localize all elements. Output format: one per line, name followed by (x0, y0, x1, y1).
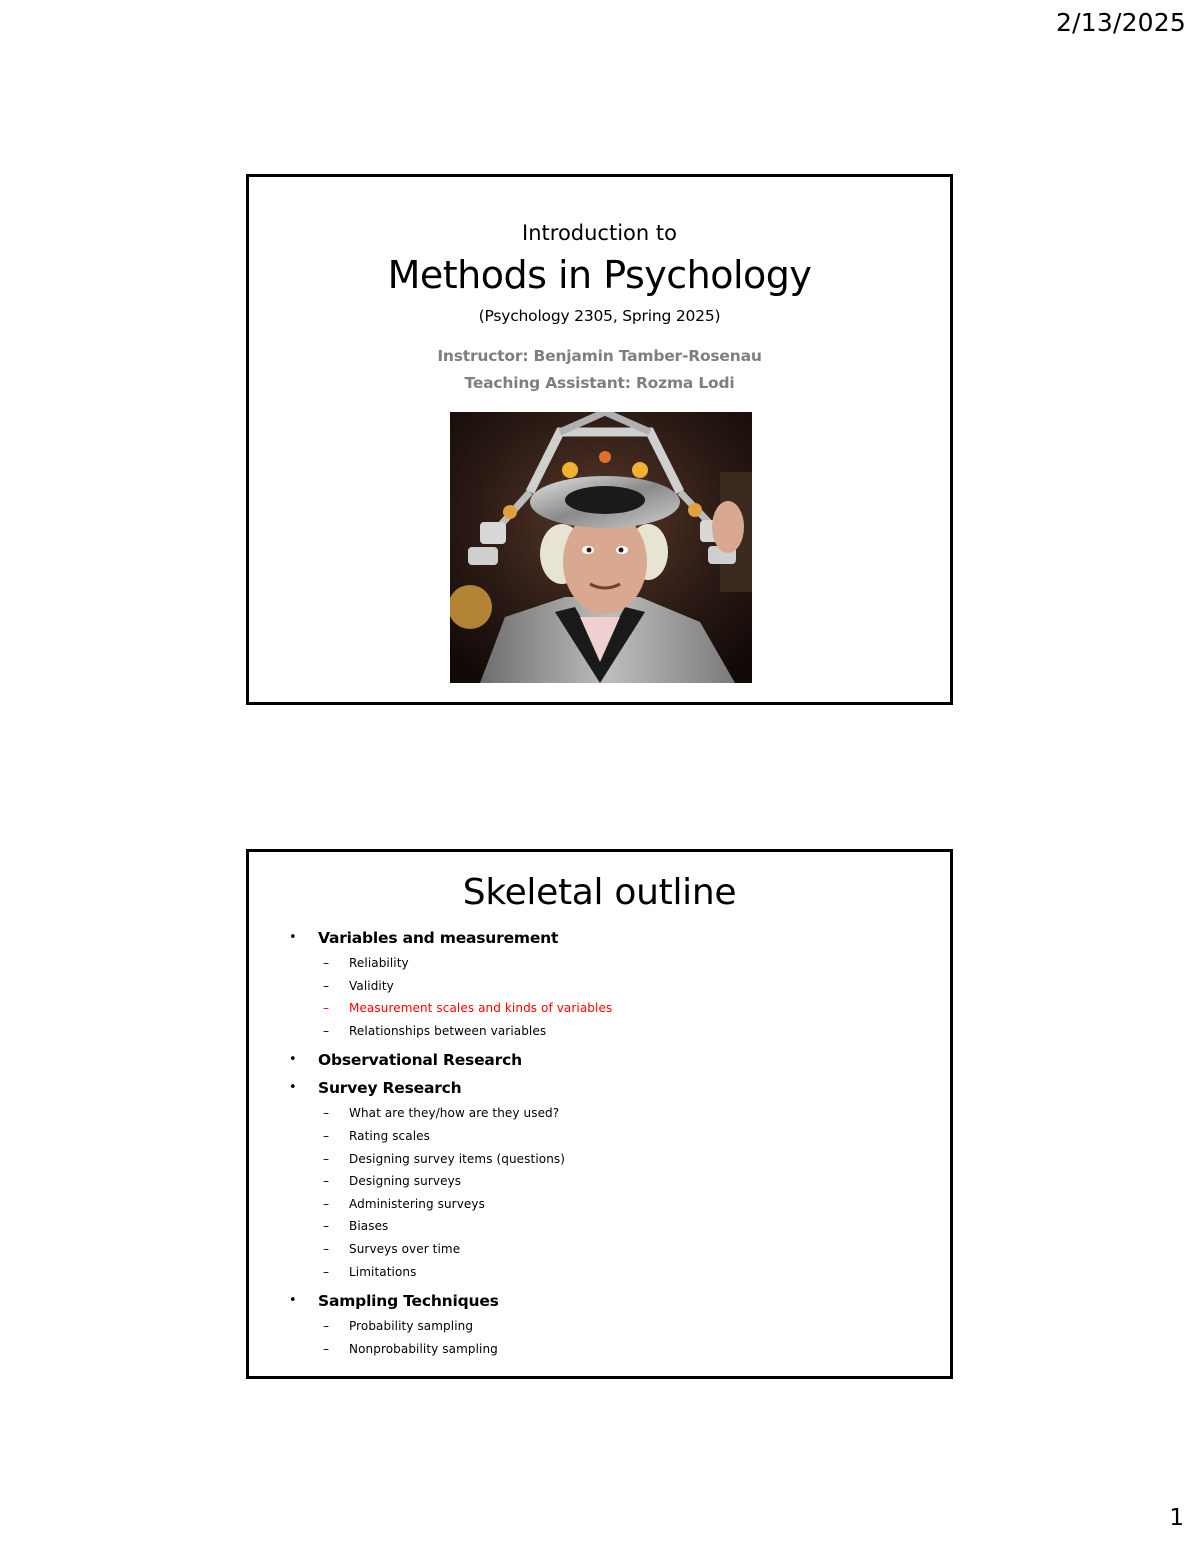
outline-subitem-label: Nonprobability sampling (349, 1341, 498, 1356)
outline-subitem (318, 1315, 612, 1338)
outline-section (289, 1074, 612, 1287)
page-number: 1 (1169, 1505, 1184, 1531)
outline-subitem-label: Reliability (349, 956, 409, 970)
outline-subitem (318, 1193, 612, 1216)
outline-section-label: Observational Research (318, 1051, 522, 1070)
outline-subitem-label: Administering surveys (349, 1196, 485, 1211)
outline-subitem (318, 1170, 612, 1193)
outline-sublist (318, 1102, 612, 1287)
outline-subitem (318, 1261, 612, 1284)
outline-sublist (318, 1315, 612, 1364)
outline-section (289, 1046, 612, 1074)
course-info: (Psychology 2305, Spring 2025) (478, 307, 721, 325)
outline-subitem-label: Relationships between variables (349, 1023, 547, 1038)
outline-subitem-label: What are they/how are they used? (349, 1106, 560, 1121)
instructor-name: Instructor: Benjamin Tamber-Rosenau (437, 347, 762, 365)
outline-subitem (318, 1215, 612, 1238)
dash-icon: – (323, 1219, 330, 1234)
outline-subitem (318, 975, 612, 998)
outline-subitem-label: Rating scales (349, 1128, 430, 1143)
outline-list (289, 924, 612, 1364)
outline-subitem-label: Probability sampling (349, 1319, 474, 1334)
outline-section (289, 1287, 612, 1364)
outline-subitem-label: Measurement scales and kinds of variables (349, 1001, 613, 1016)
slide-pre-title: Introduction to (522, 221, 677, 245)
dash-icon: – (323, 1196, 330, 1211)
dash-icon: – (323, 978, 330, 993)
outline-subitem (318, 1125, 612, 1148)
outline-subitem (318, 1338, 612, 1361)
outline-subitem (318, 952, 612, 975)
outline-section-label: Sampling Techniques (318, 1292, 499, 1311)
dash-icon: – (323, 956, 330, 970)
dash-icon: – (323, 1001, 330, 1016)
outline-section (289, 924, 612, 1046)
dash-icon: – (323, 1341, 330, 1356)
outline-subitem (318, 1238, 612, 1261)
slide-outline (246, 849, 953, 1379)
dash-icon: – (323, 1106, 330, 1121)
outline-sublist (318, 952, 612, 1046)
outline-subitem-label: Designing surveys (349, 1174, 462, 1189)
teaching-assistant-name: Teaching Assistant: Rozma Lodi (464, 374, 735, 392)
outline-section-label: Variables and measurement (318, 929, 559, 947)
outline-subitem (318, 1148, 612, 1171)
dash-icon: – (323, 1319, 330, 1334)
outline-subitem (318, 1020, 612, 1043)
outline-title: Skeletal outline (462, 872, 737, 913)
outline-subitem-label: Surveys over time (349, 1241, 461, 1256)
outline-section-label: Survey Research (318, 1079, 462, 1098)
outline-subitem-label: Validity (349, 978, 394, 993)
outline-subitem (318, 997, 612, 1020)
helmet-photo (450, 412, 752, 683)
bullet-icon: • (289, 1080, 297, 1096)
bullet-icon: • (289, 1052, 297, 1068)
dash-icon: – (323, 1023, 330, 1038)
dash-icon: – (323, 1174, 330, 1189)
slide-title-text: Methods in Psychology (387, 253, 812, 297)
slide-title (246, 174, 953, 705)
dash-icon: – (323, 1151, 330, 1166)
dash-icon: – (323, 1128, 330, 1143)
bullet-icon: • (289, 930, 297, 945)
bullet-icon: • (289, 1293, 297, 1309)
outline-subitem-label: Limitations (349, 1264, 417, 1279)
outline-subitem (318, 1102, 612, 1125)
dash-icon: – (323, 1241, 330, 1256)
outline-subitem-label: Biases (349, 1219, 389, 1234)
dash-icon: – (323, 1264, 330, 1279)
outline-subitem-label: Designing survey items (questions) (349, 1151, 566, 1166)
page-date: 2/13/2025 (1056, 8, 1186, 37)
